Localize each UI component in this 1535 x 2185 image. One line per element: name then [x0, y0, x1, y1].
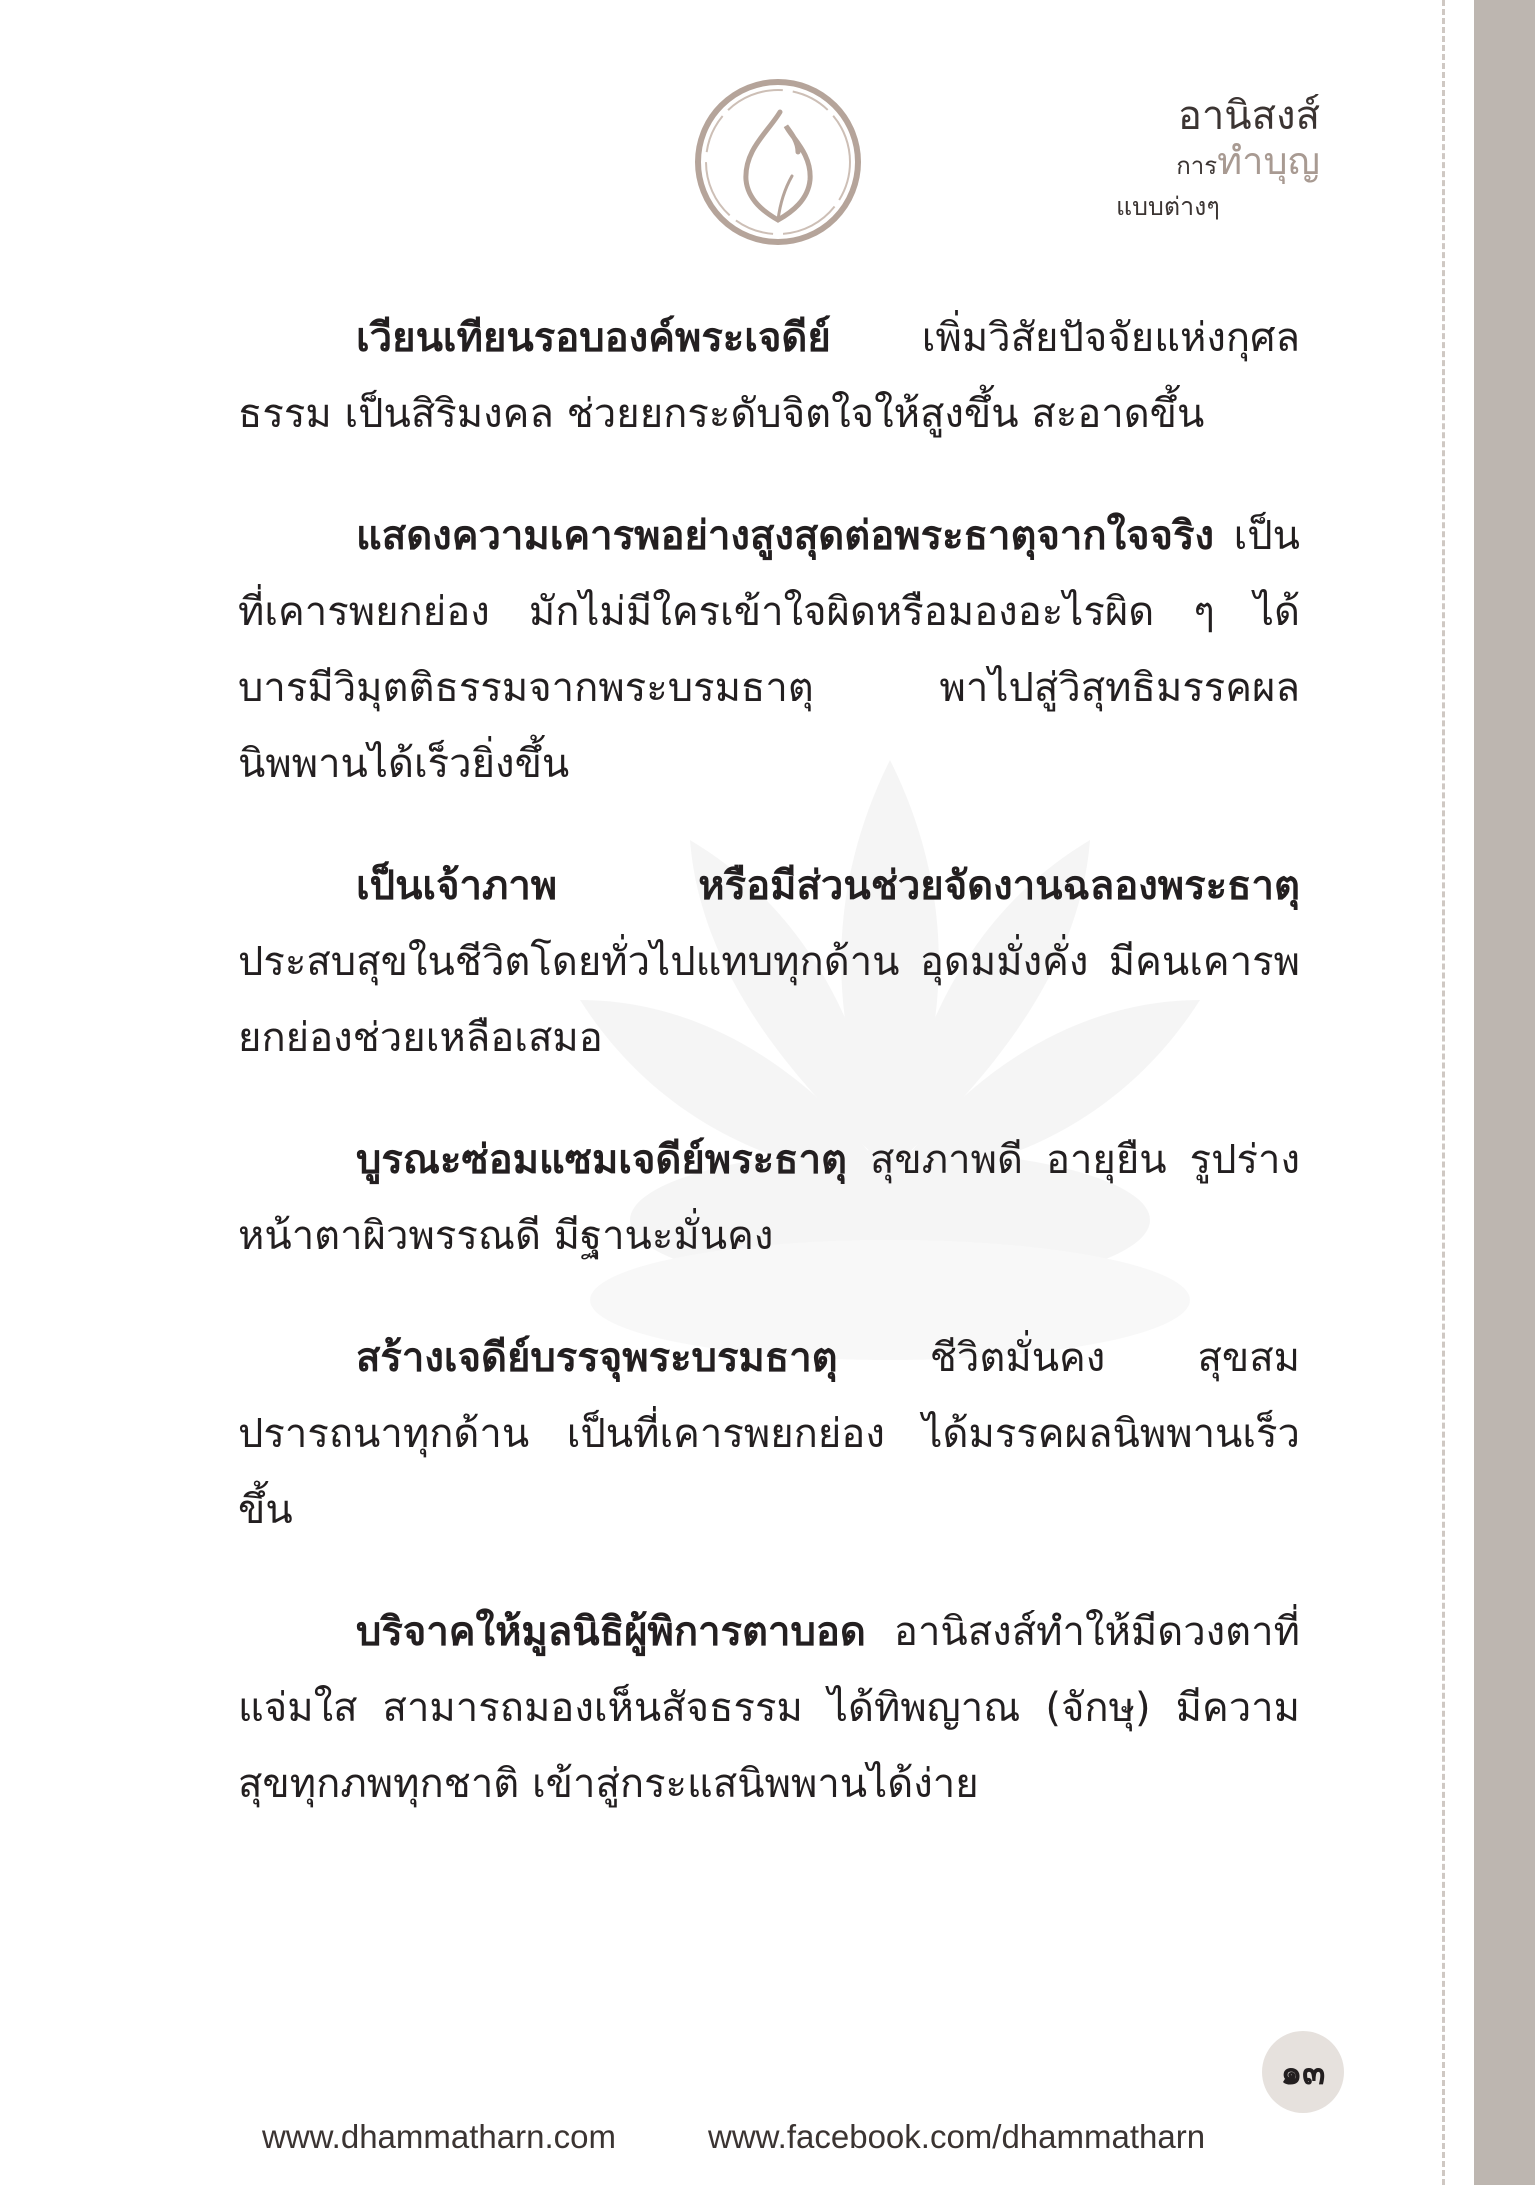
bodhi-leaf-logo-icon — [688, 72, 868, 252]
paragraph-text: อานิสงส์ทำให้มีดวงตาที่แจ่มใส สามารถมองเห็นสัจธรรม ได้ทิพญาณ (จักษุ) มีความสุขทุกภพทุกชาติ เข้าสู่กระแสนิพพานได้ง่าย — [238, 1609, 1300, 1807]
paragraph — [238, 300, 1300, 452]
paragraph — [238, 848, 1300, 1076]
page-edge-dashed-line — [1442, 0, 1445, 2185]
website-link[interactable]: www.dhammatharn.com — [262, 2118, 616, 2155]
main-content — [238, 300, 1300, 1868]
page-edge-strip — [1474, 0, 1535, 2185]
book-title-small: การ — [1176, 152, 1218, 180]
paragraph-text: สุขภาพดี อายุยืน รูปร่างหน้าตาผิวพรรณดี มีฐานะมั่นคง — [238, 1137, 1300, 1259]
book-title-row2 — [1080, 140, 1320, 190]
page-number: ๑๓ — [1262, 2031, 1344, 2113]
paragraph-lead: เวียนเทียนรอบองค์พระเจดีย์ — [356, 315, 831, 361]
paragraph-text: ชีวิตมั่นคง สุขสมปรารถนาทุกด้าน เป็นที่เคารพยกย่อง ได้มรรคผลนิพพานเร็วขึ้น — [238, 1335, 1300, 1533]
paragraph — [238, 1122, 1300, 1274]
paragraph-text: ประสบสุขในชีวิตโดยทั่วไปแทบทุกด้าน อุดมมั่งคั่ง มีคนเคารพยกย่องช่วยเหลือเสมอ — [238, 939, 1300, 1061]
book-title-main: อานิสงส์ — [1177, 93, 1320, 139]
paragraph-lead: แสดงความเคารพอย่างสูงสุดต่อพระธาตุจากใจจริง — [356, 513, 1215, 559]
footer — [0, 2118, 1442, 2162]
paragraph-lead: เป็นเจ้าภาพ หรือมีส่วนช่วยจัดงานฉลองพระธาตุ — [356, 863, 1300, 909]
paragraph — [238, 1594, 1300, 1822]
paragraph-lead: สร้างเจดีย์บรรจุพระบรมธาตุ — [356, 1335, 838, 1381]
book-title-accent: ทำบุญ — [1217, 139, 1320, 183]
book-title — [1080, 92, 1320, 224]
book-title-sub: แบบต่างๆ — [1116, 192, 1220, 221]
paragraph — [238, 498, 1300, 802]
paragraph — [238, 1320, 1300, 1548]
paragraph-text: เป็นที่เคารพยกย่อง มักไม่มีใครเข้าใจผิดหรือมองอะไรผิด ๆ ได้บารมีวิมุตติธรรมจากพระบรมธาตุ พาไปสู่วิสุทธิมรรคผล นิพพานได้เร็วยิ่งขึ้น — [238, 513, 1300, 787]
paragraph-lead: บริจาคให้มูลนิธิผู้พิการตาบอด — [356, 1609, 866, 1655]
paragraph-lead: บูรณะซ่อมแซมเจดีย์พระธาตุ — [356, 1137, 848, 1183]
facebook-link[interactable]: www.facebook.com/dhammatharn — [708, 2118, 1206, 2155]
paragraph-text: เพิ่มวิสัยปัจจัยแห่งกุศลธรรม เป็นสิริมงคล ช่วยยกระดับจิตใจให้สูงขึ้น สะอาดขึ้น — [238, 315, 1300, 437]
